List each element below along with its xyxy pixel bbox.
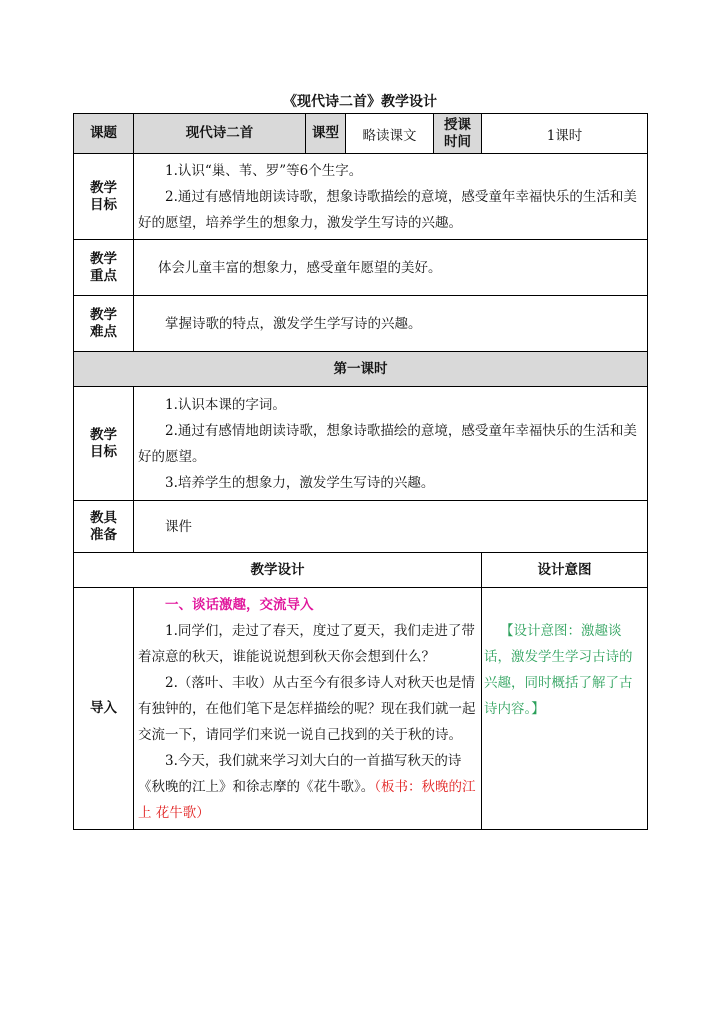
- difficulties-label: 教学难点: [74, 296, 134, 352]
- materials-label: 教具准备: [74, 501, 134, 553]
- lesson-plan-table: [73, 113, 648, 830]
- intro-heading: 一、谈话激趣，交流导入: [165, 597, 314, 613]
- section-title: 第一课时: [74, 352, 648, 387]
- subject-value: 现代诗二首: [134, 114, 306, 154]
- objective-item: 1.认识“巢、苇、罗”等6个生字。: [165, 162, 363, 179]
- materials-content: [134, 501, 648, 553]
- difficulties-text: 掌握诗歌的特点，激发学生学写诗的兴趣。: [165, 315, 422, 332]
- intro-label: 导入: [74, 588, 134, 830]
- materials-text: 课件: [165, 518, 192, 535]
- subject-label: 课题: [74, 114, 134, 154]
- intent-header: 设计意图: [482, 553, 648, 588]
- lesson1-objective-item: 2.通过有感情地朗读诗歌，想象诗歌描绘的意境，感受童年幸福快乐的生活和美好的愿望。: [138, 422, 637, 465]
- lesson1-objective-item: 1.认识本课的字词。: [165, 396, 286, 413]
- time-value: 1课时: [482, 114, 648, 154]
- document-title: 《现代诗二首》教学设计: [283, 94, 437, 110]
- board-writing: （板书：秋晚的江上 花牛歌）: [138, 779, 476, 821]
- key-points-label: 教学重点: [74, 240, 134, 296]
- objectives-label: 教学目标: [74, 154, 134, 240]
- intro-intent-text: 【设计意图：激趣谈话，激发学生学习古诗的兴趣，同时概括了解了古诗内容。】: [484, 623, 633, 717]
- lesson1-objective-item: 3.培养学生的想象力，激发学生写诗的兴趣。: [165, 474, 435, 491]
- type-label: 课型: [306, 114, 346, 154]
- time-label: 授课时间: [434, 114, 482, 154]
- objective-item: 2.通过有感情地朗读诗歌，想象诗歌描绘的意境，感受童年幸福快乐的生活和美好的愿望，培养学生的想象力，激发学生写诗的兴趣。: [138, 188, 637, 231]
- intro-content: [134, 588, 482, 830]
- intro-paragraph: 1.同学们，走过了春天，度过了夏天，我们走进了带着凉意的秋天，谁能说说想到秋天你会想到什么？: [138, 623, 475, 665]
- type-value: 略读课文: [346, 114, 434, 154]
- objectives-content: [134, 154, 648, 240]
- intro-paragraph: 2.（落叶、丰收）从古至今有很多诗人对秋天也是情有独钟的，在他们笔下是怎样描绘的呢？现在我们就一起交流一下，请同学们来说一说自己找到的关于秋的诗。: [138, 675, 476, 743]
- intro-intent: [482, 588, 648, 830]
- intro-p3-text: 3.今天，我们就来学习刘大白的一首描写秋天的诗《秋晚的江上》和徐志摩的《花牛歌》。: [138, 753, 462, 795]
- difficulties-content: [134, 296, 648, 352]
- lesson1-objectives-content: [134, 387, 648, 501]
- design-header: 教学设计: [74, 553, 482, 588]
- intro-paragraph: [134, 748, 481, 826]
- key-points-content: [134, 240, 648, 296]
- key-points-text: 体会儿童丰富的想象力，感受童年愿望的美好。: [158, 259, 442, 276]
- lesson1-objectives-label: 教学目标: [74, 387, 134, 501]
